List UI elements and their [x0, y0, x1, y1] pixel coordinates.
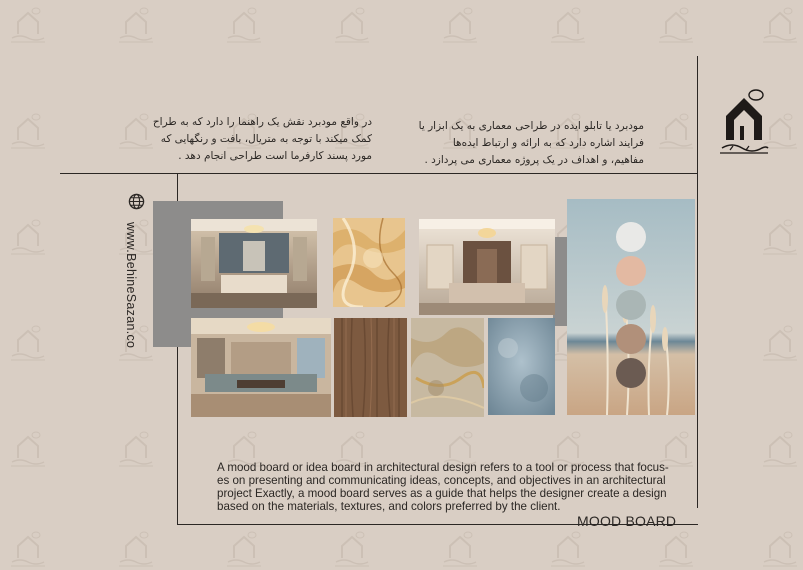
color-swatch	[616, 290, 646, 320]
watermark-logo-icon	[546, 530, 590, 570]
watermark-logo-icon	[438, 530, 482, 570]
watermark-logo-icon	[654, 530, 698, 570]
description-fa-left	[150, 114, 372, 165]
globe-icon	[128, 193, 145, 210]
gold-marble-texture	[411, 318, 484, 417]
onyx-texture	[333, 218, 405, 307]
watermark-logo-icon	[114, 430, 158, 470]
description-en-line: A mood board or idea board in architectural design refers to a tool or process that focus-	[217, 461, 669, 474]
watermark-logo-icon	[6, 324, 50, 364]
description-fa-right-line: مودبرد یا تابلو ایده در طراحی معماری به یک ابزار یا	[418, 120, 644, 132]
description-en	[217, 461, 689, 513]
description-fa-right	[406, 118, 644, 169]
color-swatch	[616, 358, 646, 388]
divider-vertical-right	[697, 56, 698, 508]
color-swatch	[616, 256, 646, 286]
blue-plaster-texture	[488, 318, 555, 415]
watermark-logo-icon	[6, 530, 50, 570]
description-fa-left-line: مورد پسند کارفرما است طراحی انجام دهد .	[178, 150, 372, 162]
watermark-logo-icon	[758, 6, 802, 46]
description-fa-left-line: کمک میکند با توجه به متریال، بافت و رنگهایی که	[160, 133, 372, 145]
page-title: MOOD BOARD	[577, 513, 677, 529]
house-logo-icon	[716, 86, 772, 158]
accent-block-right	[553, 237, 567, 326]
watermark-logo-icon	[438, 6, 482, 46]
wood-texture	[334, 318, 407, 417]
watermark-logo-icon	[6, 112, 50, 152]
watermark-logo-icon	[114, 530, 158, 570]
watermark-logo-icon	[546, 6, 590, 46]
watermark-logo-icon	[758, 530, 802, 570]
watermark-logo-icon	[654, 112, 698, 152]
website-link[interactable]: www.BehineSazan.co	[124, 222, 138, 349]
color-swatch	[616, 324, 646, 354]
watermark-logo-icon	[222, 530, 266, 570]
watermark-logo-icon	[758, 218, 802, 258]
watermark-logo-icon	[6, 218, 50, 258]
watermark-logo-icon	[758, 324, 802, 364]
bedroom-photo-1	[191, 219, 317, 308]
divider-horizontal-top	[60, 173, 698, 174]
watermark-logo-icon	[6, 430, 50, 470]
watermark-logo-icon	[330, 6, 374, 46]
watermark-logo-icon	[758, 430, 802, 470]
description-fa-right-line: فرایند اشاره دارد که به ارائه و ارتباط ایده‌ها	[452, 137, 644, 149]
living-room-photo	[191, 318, 331, 417]
description-en-line: es on presenting and communicating ideas, concepts, and objectives in an architectural	[217, 474, 666, 487]
watermark-logo-icon	[6, 6, 50, 46]
watermark-logo-icon	[114, 6, 158, 46]
watermark-logo-icon	[330, 530, 374, 570]
watermark-logo-icon	[654, 6, 698, 46]
description-en-line: based on the materials, textures, and colors preferred by the client.	[217, 500, 561, 513]
bedroom-photo-2	[419, 219, 555, 315]
description-fa-left-line: در واقع مودبرد نقش یک راهنما را دارد که به طراح	[152, 116, 372, 128]
description-fa-right-line: مفاهیم، و اهداف در یک پروژه معماری می پردازد .	[424, 154, 644, 166]
watermark-logo-icon	[222, 6, 266, 46]
description-en-line: project Exactly, a mood board serves as a guide that helps the designer create a design	[217, 487, 667, 500]
color-swatch	[616, 222, 646, 252]
